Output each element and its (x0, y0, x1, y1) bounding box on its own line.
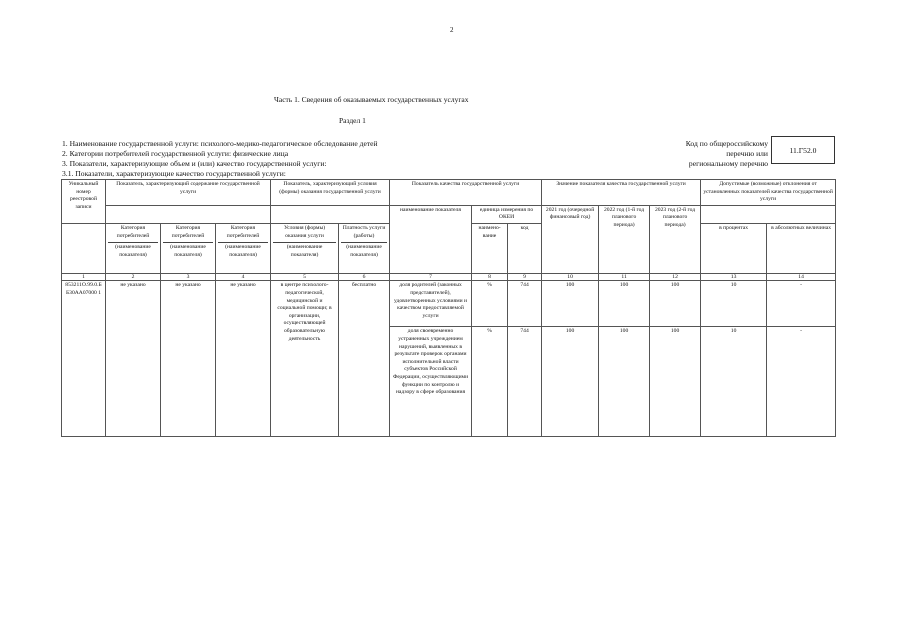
paid-value: бесплатно (339, 281, 390, 437)
category-1-value: не указано (106, 281, 161, 437)
indicator-2-name: доля своевременно устраненных учреждением нарушений, выявленных в результате проверок органами исполнительной власти субъектов Российской Федерации, осуществляющими функции по контролю и надзору в сфере образования (390, 327, 472, 437)
header-conditions-blank (271, 205, 390, 223)
quality-indicators-table (61, 179, 836, 437)
page-number: 2 (450, 26, 454, 34)
indicators-line: 3. Показатели, характеризующие объем и (или) качество государственной услуги: (62, 159, 327, 168)
header-deviation-blank (701, 205, 836, 223)
indicator-1-unit: % (472, 281, 508, 327)
column-numbers-row: 1 2 3 4 5 6 7 8 9 10 11 12 13 14 (62, 273, 836, 281)
indicator-1-2021: 100 (542, 281, 599, 327)
indicator-1-percent: 10 (701, 281, 767, 327)
section-title: Раздел 1 (339, 116, 366, 125)
indicator-1-name: доля родителей (законных представителей), удовлетворенных условиями и качеством предоставляемой услуги (390, 281, 472, 327)
header-year-2021: 2021 год (очередной финансовый год) (542, 205, 599, 273)
header-unit: единица измерения по ОКЕИ (472, 205, 542, 223)
part-title: Часть 1. Сведения об оказываемых государственных услугах (274, 95, 469, 104)
indicator-2-code: 744 (508, 327, 542, 437)
indicator-2-unit: % (472, 327, 508, 437)
header-row-1 (62, 180, 836, 206)
header-unique-blank (62, 223, 106, 273)
header-unique-number: Уникальный номер реестровой записи (62, 180, 106, 224)
category-3-value: не указано (216, 281, 271, 437)
header-unit-name: наимено-вание (472, 223, 508, 273)
header-percent: в процентах (701, 223, 767, 273)
consumer-category-line: 2. Категории потребителей государственной услуги: физические лица (62, 149, 289, 158)
header-form: Условия (формы) оказания услуги (наименование показателя) (271, 223, 339, 273)
form-value: в центре психолого-педагогической, медицинской и социальной помощи; в организации, осуществляющей образовательную деятельность (271, 281, 339, 437)
table-row (62, 281, 836, 327)
registry-code-box: 11.Г52.0 (771, 136, 835, 164)
registry-code-label: Код по общероссийскому перечню или региональному перечню (685, 139, 768, 168)
header-indicator-name: наименование показателя (390, 205, 472, 273)
service-info (62, 139, 378, 169)
indicator-1-code: 744 (508, 281, 542, 327)
registry-id: 853211О.99.0.ББ30АА07000 1 (62, 281, 106, 437)
indicator-2-absolute: - (767, 327, 836, 437)
header-year-2023: 2023 год (2-й год планового периода) (650, 205, 701, 273)
header-content-indicator: Показатель, характеризующий содержание государственной услуги (106, 180, 271, 206)
header-unit-code: код (508, 223, 542, 273)
indicator-2-percent: 10 (701, 327, 767, 437)
header-category-2: Категория потребителей (наименование показателя) (161, 223, 216, 273)
header-absolute: в абсолютных величинах (767, 223, 836, 273)
header-year-2022: 2022 год (1-й год планового периода) (599, 205, 650, 273)
category-2-value: не указано (161, 281, 216, 437)
indicator-2-2022: 100 (599, 327, 650, 437)
header-category-3: Категория потребителей (наименование показателя) (216, 223, 271, 273)
indicator-1-2023: 100 (650, 281, 701, 327)
header-content-blank (106, 205, 271, 223)
indicator-1-2022: 100 (599, 281, 650, 327)
indicator-1-absolute: - (767, 281, 836, 327)
indicator-2-2021: 100 (542, 327, 599, 437)
header-deviation: Допустимые (возможные) отклонения от установленных показателей качества государственной услуги (701, 180, 836, 206)
header-quality-indicator: Показатель качества государственной услуги (390, 180, 542, 206)
indicator-2-2023: 100 (650, 327, 701, 437)
header-category-1: Категория потребителей (наименование показателя) (106, 223, 161, 273)
subsection-title: 3.1. Показатели, характеризующие качество государственной услуги: (62, 169, 286, 178)
header-paid: Платность услуги (работы) (наименование показателя) (339, 223, 390, 273)
service-name-line: 1. Наименование государственной услуги: психолого-медико-педагогическое обследование детей (62, 139, 378, 148)
header-conditions-indicator: Показатель, характеризующий условия (формы) оказания государственной услуги (271, 180, 390, 206)
header-values: Значение показателя качества государственной услуги (542, 180, 701, 206)
